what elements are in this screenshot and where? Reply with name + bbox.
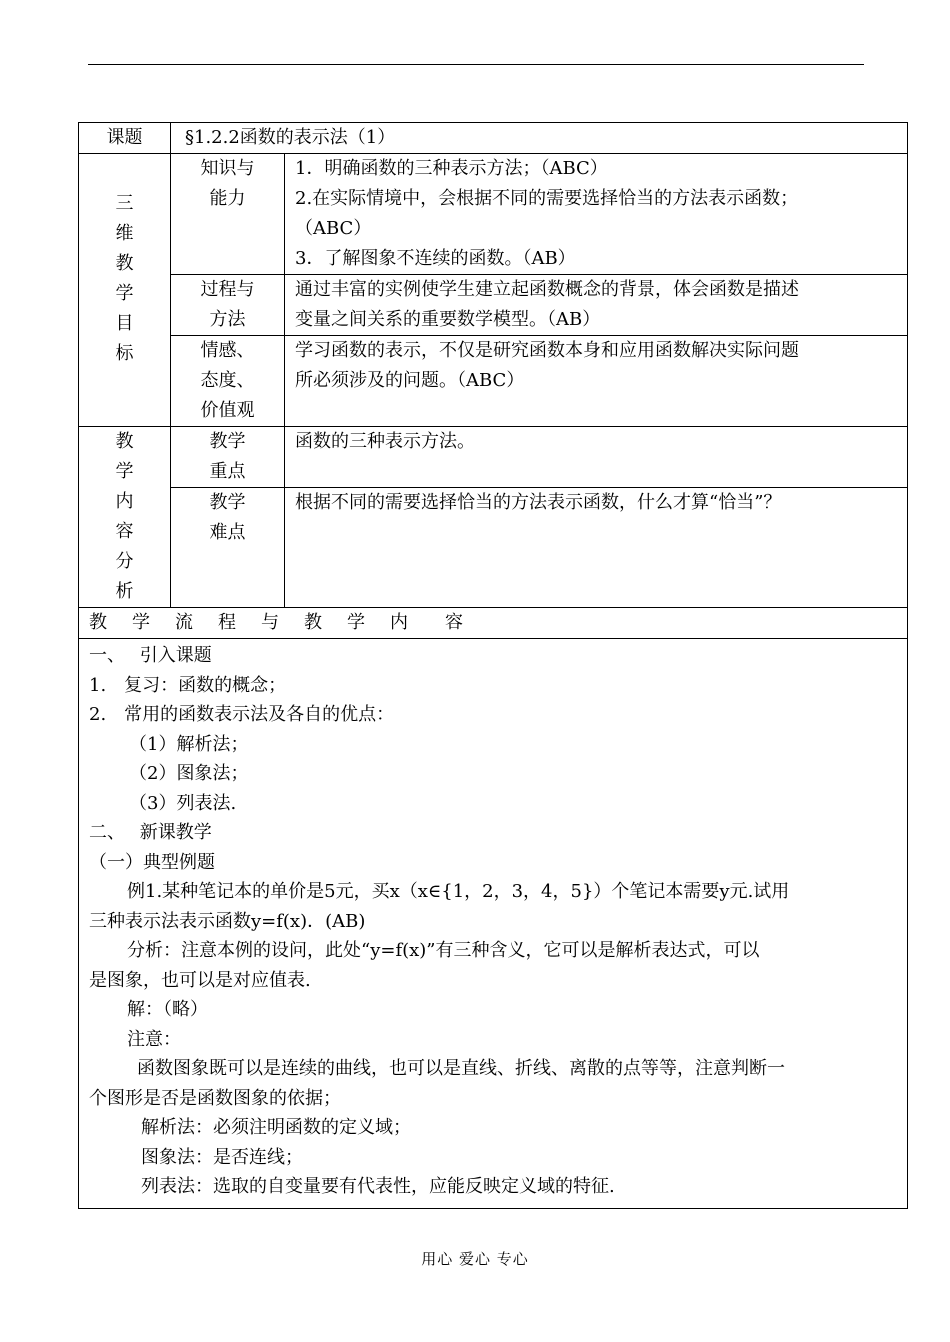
- method-item: （3）列表法.: [129, 792, 237, 814]
- title-label: 课题: [79, 123, 171, 154]
- label-line: 知识与: [200, 158, 255, 179]
- label-char: 学: [115, 461, 134, 482]
- note-line: 函数图象既可以是连续的曲线，也可以是直线、折线、离散的点等等，注意判断一: [137, 1058, 785, 1079]
- flow-header: [79, 608, 908, 639]
- label-line: 教学: [209, 492, 246, 514]
- key-point-content: [285, 427, 908, 488]
- label-char: 析: [115, 581, 134, 602]
- header-char: 与: [261, 612, 279, 633]
- lesson-title: §1.2.2函数的表示法（1）: [171, 123, 908, 154]
- knowledge-ability-label: [171, 154, 285, 275]
- note-title: 注意：: [127, 1028, 181, 1050]
- label-char: 维: [115, 223, 134, 244]
- label-char: 教: [115, 431, 134, 452]
- analysis-line: 分析：注意本例的设问，此处“y=f(x)”有三种含义，它可以是解析表达式，可以: [127, 940, 760, 961]
- label-line: 教学: [209, 431, 246, 452]
- content-line: 变量之间关系的重要数学模型。（AB）: [295, 309, 601, 330]
- flow-header-row: [79, 608, 908, 639]
- header-char: 内: [390, 612, 408, 633]
- section-title: 一、 引入课题: [89, 645, 212, 666]
- label-char: 标: [115, 343, 134, 364]
- note-item: 解析法：必须注明函数的定义域；: [141, 1117, 411, 1138]
- content-analysis-label: [79, 427, 171, 608]
- method-item: （1）解析法；: [129, 733, 249, 755]
- label-line: 过程与: [200, 279, 255, 300]
- knowledge-ability-content: [285, 154, 908, 275]
- emotion-attitude-label: [171, 336, 285, 427]
- solution-line: 解：（略）: [127, 999, 208, 1020]
- difficulty-label: [171, 488, 285, 608]
- header-char: 容: [445, 612, 463, 633]
- note-item: 列表法：选取的自变量要有代表性，应能反映定义域的特征.: [141, 1176, 615, 1197]
- process-method-label: [171, 275, 285, 336]
- content-line: 学习函数的表示，不仅是研究函数本身和应用函数解决实际问题: [295, 340, 799, 361]
- label-line: 方法: [209, 309, 246, 330]
- section-title: 二、 新课教学: [89, 822, 212, 843]
- flow-content: [79, 639, 908, 1209]
- note-item: 图象法：是否连线；: [141, 1146, 303, 1168]
- label-char: 学: [115, 283, 134, 304]
- knowledge-row: [79, 154, 908, 275]
- header-char: 流: [175, 612, 193, 633]
- label-line: 情感、: [200, 340, 255, 361]
- flow-content-row: [79, 639, 908, 1209]
- example-line: 三种表示法表示函数y=f(x)．(AB): [89, 910, 366, 932]
- examples-title: （一）典型例题: [89, 851, 215, 873]
- three-dim-goals-label: [79, 154, 171, 427]
- process-method-content: [285, 275, 908, 336]
- content-line: 所必须涉及的问题。（ABC）: [295, 370, 525, 391]
- content-line: （ABC）: [295, 218, 372, 239]
- analysis-line: 是图象，也可以是对应值表.: [89, 969, 311, 991]
- content-line: 2.在实际情境中，会根据不同的需要选择恰当的方法表示函数；: [295, 188, 799, 209]
- label-line: 态度、: [200, 370, 255, 391]
- label-char: 容: [115, 521, 134, 542]
- emotion-row: [79, 336, 908, 427]
- key-point-label: [171, 427, 285, 488]
- header-char: 教: [304, 612, 322, 633]
- title-row: [79, 123, 908, 154]
- header-char: 程: [218, 612, 236, 633]
- content-line: 1．明确函数的三种表示方法；（ABC）: [295, 158, 608, 179]
- label-line: 价值观: [200, 400, 255, 421]
- label-char: 内: [115, 491, 134, 512]
- label-char: 三: [115, 193, 134, 214]
- common-methods-line: 2. 常用的函数表示法及各自的优点：: [89, 704, 395, 725]
- label-line: 能力: [209, 188, 246, 209]
- example-line: 例1.某种笔记本的单价是5元，买x（x∈{1，2，3，4，5}）个笔记本需要y元.试用: [127, 881, 790, 902]
- note-line: 个图形是否是函数图象的依据；: [89, 1087, 341, 1109]
- method-item: （2）图象法；: [129, 763, 249, 784]
- header-char: 学: [132, 612, 150, 633]
- process-row: [79, 275, 908, 336]
- emotion-attitude-content: [285, 336, 908, 427]
- content-line: 函数的三种表示方法。: [295, 431, 475, 452]
- lesson-plan-table: [78, 122, 908, 1209]
- page-footer: 用心 爱心 专心: [421, 1250, 529, 1268]
- header-char: 教: [89, 612, 107, 633]
- content-line: 通过丰富的实例使学生建立起函数概念的背景，体会函数是描述: [295, 279, 799, 300]
- label-line: 重点: [209, 461, 246, 482]
- label-char: 目: [115, 313, 134, 334]
- header-char: 学: [347, 612, 365, 633]
- content-line: 3．了解图象不连续的函数。（AB）: [295, 248, 576, 269]
- review-line: 1. 复习：函数的概念；: [89, 674, 287, 696]
- difficulty-row: [79, 488, 908, 608]
- label-line: 难点: [209, 522, 246, 544]
- content-line: 根据不同的需要选择恰当的方法表示函数，什么才算“恰当”？: [295, 492, 782, 514]
- key-point-row: [79, 427, 908, 488]
- difficulty-content: [285, 488, 908, 608]
- header-rule: [88, 64, 864, 65]
- label-char: 教: [115, 253, 134, 274]
- label-char: 分: [115, 551, 134, 572]
